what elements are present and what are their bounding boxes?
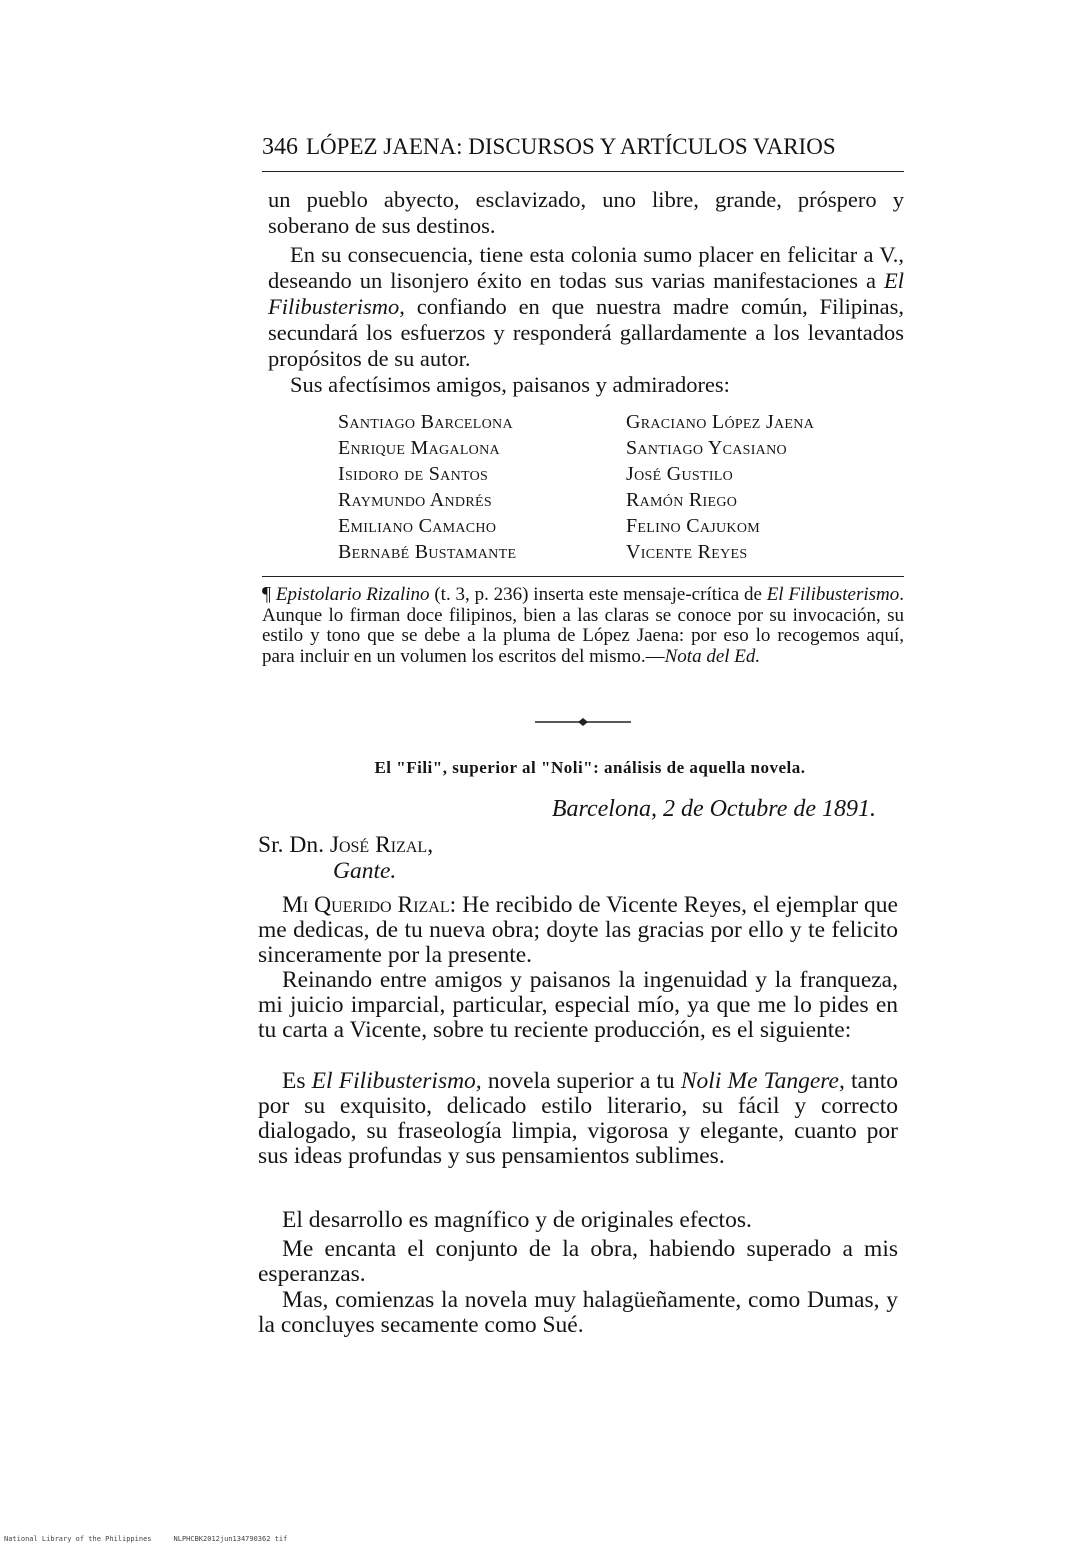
addressee-suffix: , — [427, 832, 434, 858]
signatory: Ramón Riego — [626, 489, 738, 511]
addressee-place: Gante. — [333, 858, 397, 884]
footnote-reference: (t. 3, p. 236) inserta este mensaje-crítica de — [429, 584, 767, 605]
article-p3-text-b: novela superior a tu — [481, 1068, 681, 1094]
running-title: LÓPEZ JAENA: DISCURSOS Y ARTÍCULOS VARIOS — [306, 134, 836, 159]
article-paragraph-6: Mas, comienzas la novela muy halagüeñamente, como Dumas, y la concluyes secamente como Sué. — [258, 1287, 898, 1338]
article-paragraph-4: El desarrollo es magnífico y de originales efectos. — [282, 1207, 752, 1233]
article-paragraph-2: Reinando entre amigos y paisanos la ingenuidad y la franqueza, mi juicio imparcial, particular, especial mío, ya que me lo pides en tu carta a Vicente, sobre tu reciente producción, es el siguiente: — [258, 967, 898, 1043]
letter1-p2-work-title: El Filibusterismo — [268, 268, 904, 319]
article-paragraph-5: Me encanta el conjunto de la obra, habiendo superado a mis esperanzas. — [258, 1236, 898, 1287]
letter1-p2-text-b: , confiando en que nuestra madre común, Filipinas, secundará los esfuerzos y responderá gallardamente a los levantados propósitos de su autor. — [268, 294, 904, 371]
salutation: Mi Querido Rizal — [282, 892, 450, 918]
signatory: Santiago Barcelona — [338, 411, 513, 433]
letter1-paragraph-1: un pueblo abyecto, esclavizado, uno libre, grande, próspero y soberano de sus destinos. — [268, 187, 904, 238]
signatory-row — [338, 435, 898, 461]
signatory-row — [338, 513, 898, 539]
article-paragraph-3 — [258, 1069, 898, 1169]
scan-footer — [4, 1535, 287, 1543]
footnote-work-title: El Filibusterismo — [766, 584, 900, 605]
signatory-row — [338, 539, 898, 565]
signatory: Santiago Ycasiano — [626, 437, 787, 459]
signatory: Bernabé Bustamante — [338, 541, 517, 563]
footer-file-id: NLPHCBK2012jun134790362 tif — [173, 1535, 288, 1543]
signatory: Vicente Reyes — [626, 541, 748, 563]
signatory: Emiliano Camacho — [338, 515, 497, 537]
running-head — [262, 133, 904, 161]
article-subtitle: El "Fili", superior al "Noli": análisis de aquella novela. — [374, 758, 806, 777]
header-rule — [262, 171, 904, 172]
article-paragraph-1 — [258, 893, 898, 968]
letter1-paragraph-2 — [268, 242, 904, 372]
signatory: Graciano López Jaena — [626, 411, 815, 433]
pilcrow-icon: ¶ — [262, 583, 272, 605]
article-p3-work-1: El Filibusterismo, — [311, 1068, 482, 1094]
footnote-text: . Aunque lo firman doce filipinos, bien a las claras se conoce por su invocación, su estilo y tono que se debe a la pluma de López Jaena: por eso lo recogemos aquí, para incluir en un volumen los escritos del mismo.— — [262, 584, 904, 667]
signatory: Isidoro de Santos — [338, 463, 489, 485]
signatory: Felino Cajukom — [626, 515, 760, 537]
footnote-rule — [262, 576, 904, 577]
section-divider-ornament — [535, 716, 631, 728]
addressee — [258, 832, 433, 859]
signatory: José Gustilo — [626, 463, 734, 485]
article-p3-text-a: Es — [282, 1068, 312, 1094]
signatory-row — [338, 409, 898, 435]
letter1-p2-text-a: En su consecuencia, tiene esta colonia sumo placer en felicitar a V., deseando un lisonjero éxito en todas sus varias manifestaciones a — [268, 242, 904, 293]
article-p1-text: : He recibido de Vicente Reyes, el ejemplar que me dedicas, de tu nueva obra; doyte las gracias por ello y te felicito sinceramente por la presente. — [258, 892, 898, 968]
addressee-name: José Rizal — [329, 832, 428, 858]
footnote-credit: Nota del Ed. — [664, 645, 761, 667]
article-p3-work-2: Noli Me Tangere, — [680, 1068, 845, 1094]
editor-footnote — [262, 584, 904, 667]
addressee-prefix: Sr. Dn. — [258, 832, 330, 858]
footnote-source: Epistolario Rizalino — [275, 584, 430, 605]
footer-library: National Library of the Philippines — [4, 1535, 152, 1543]
signatory: Enrique Magalona — [338, 437, 500, 459]
article-dateline: Barcelona, 2 de Octubre de 1891. — [551, 796, 876, 822]
signatory-row — [338, 487, 898, 513]
signatories-list — [338, 409, 898, 565]
article-p3-text-c: tanto por su exquisito, delicado estilo literario, su fácil y correcto dialogado, su fraseología limpia, vigorosa y elegante, cuanto por sus ideas profundas y sus pensamientos sublimes. — [258, 1068, 898, 1169]
letter1-closing: Sus afectísimos amigos, paisanos y admiradores: — [290, 372, 730, 397]
signatory: Raymundo Andrés — [338, 489, 492, 511]
signatory-row — [338, 461, 898, 487]
page-number: 346 — [262, 134, 298, 160]
